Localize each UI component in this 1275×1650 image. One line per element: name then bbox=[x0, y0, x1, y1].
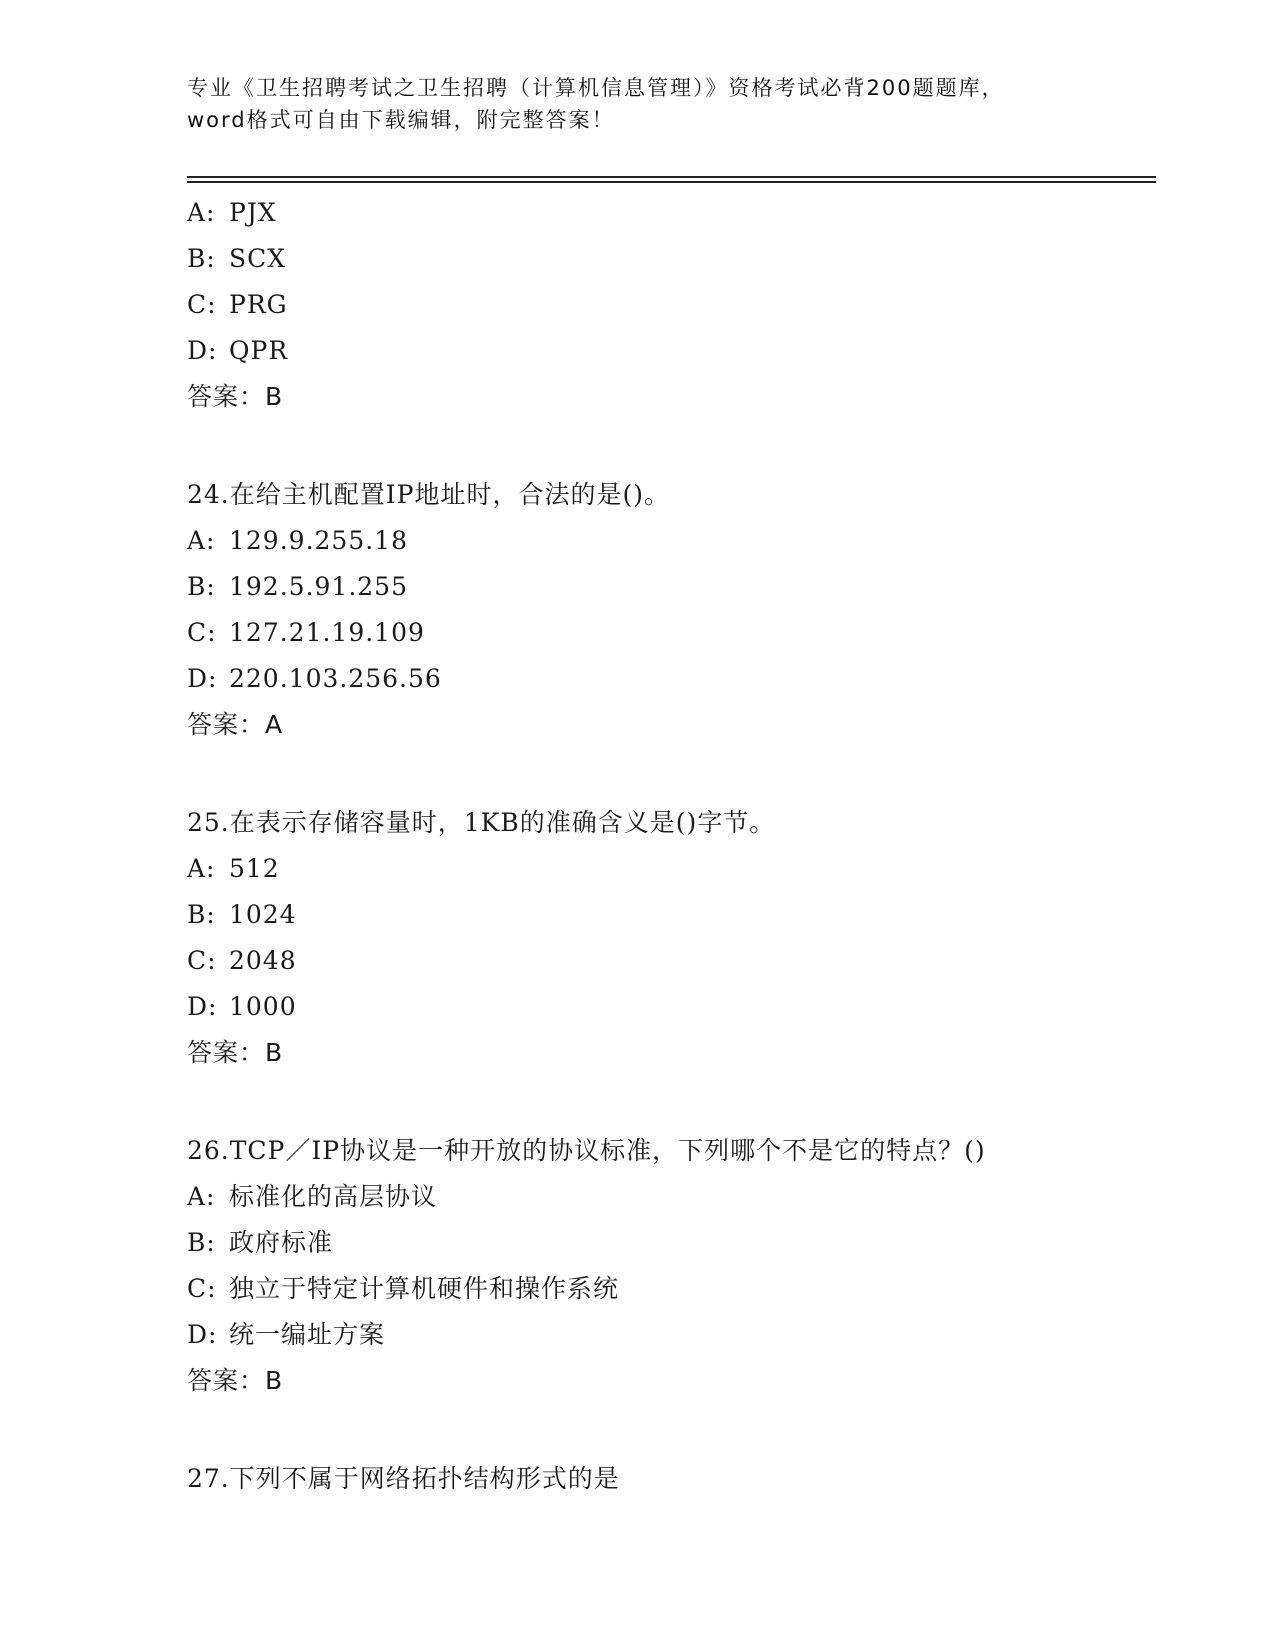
option-label: B: bbox=[187, 572, 216, 601]
option-text: PJX bbox=[229, 198, 277, 227]
answer-line: 答案：B bbox=[187, 1038, 284, 1067]
option-label: D: bbox=[187, 1320, 218, 1349]
option-label: A: bbox=[187, 198, 216, 227]
header-line-2: word格式可自由下载编辑，附完整答案！ bbox=[187, 108, 615, 132]
option-label: D: bbox=[187, 336, 218, 365]
option-b bbox=[187, 236, 1147, 282]
option-a bbox=[187, 518, 1147, 564]
option-text: 独立于特定计算机硬件和操作系统 bbox=[229, 1274, 620, 1303]
option-label: B: bbox=[187, 900, 216, 929]
answer-line: 答案：A bbox=[187, 710, 284, 739]
option-d bbox=[187, 656, 1147, 702]
header-divider-top bbox=[187, 176, 1156, 178]
question-list bbox=[187, 190, 1147, 1502]
option-text: 统一编址方案 bbox=[229, 1320, 386, 1349]
question-stem: 27.下列不属于网络拓扑结构形式的是 bbox=[187, 1464, 620, 1493]
option-label: D: bbox=[187, 992, 218, 1021]
option-a bbox=[187, 846, 1147, 892]
option-text: 192.5.91.255 bbox=[229, 572, 408, 601]
header-divider-bottom bbox=[187, 181, 1156, 183]
option-label: A: bbox=[187, 1182, 216, 1211]
question-stem: 25.在表示存储容量时，1KB的准确含义是()字节。 bbox=[187, 808, 776, 837]
question-26 bbox=[187, 1128, 1147, 1404]
question-25 bbox=[187, 800, 1147, 1076]
option-text: 127.21.19.109 bbox=[229, 618, 425, 647]
document-header bbox=[187, 72, 1087, 136]
answer-line: 答案：B bbox=[187, 1366, 284, 1395]
option-c bbox=[187, 282, 1147, 328]
option-label: C: bbox=[187, 946, 217, 975]
option-label: B: bbox=[187, 1228, 216, 1257]
option-text: SCX bbox=[229, 244, 287, 273]
option-a bbox=[187, 1174, 1147, 1220]
option-text: 1000 bbox=[229, 992, 297, 1021]
option-a bbox=[187, 190, 1147, 236]
option-b bbox=[187, 892, 1147, 938]
question-27 bbox=[187, 1456, 1147, 1502]
option-text: 1024 bbox=[229, 900, 297, 929]
option-d bbox=[187, 328, 1147, 374]
option-c bbox=[187, 1266, 1147, 1312]
option-d bbox=[187, 984, 1147, 1030]
option-text: 2048 bbox=[229, 946, 297, 975]
option-label: C: bbox=[187, 290, 217, 319]
option-text: 220.103.256.56 bbox=[229, 664, 442, 693]
answer-line: 答案：B bbox=[187, 382, 284, 411]
question-stem: 26.TCP／IP协议是一种开放的协议标准，下列哪个不是它的特点？() bbox=[187, 1136, 986, 1165]
option-text: 政府标准 bbox=[229, 1228, 334, 1257]
question-23 bbox=[187, 190, 1147, 420]
question-stem: 24.在给主机配置IP地址时，合法的是()。 bbox=[187, 480, 670, 509]
question-24 bbox=[187, 472, 1147, 748]
option-text: 标准化的高层协议 bbox=[229, 1182, 438, 1211]
option-label: D: bbox=[187, 664, 218, 693]
option-text: 512 bbox=[229, 854, 280, 883]
option-b bbox=[187, 564, 1147, 610]
header-line-1: 专业《卫生招聘考试之卫生招聘（计算机信息管理）》资格考试必背200题题库， bbox=[187, 76, 1005, 100]
option-text: QPR bbox=[229, 336, 289, 365]
option-text: 129.9.255.18 bbox=[229, 526, 408, 555]
option-label: C: bbox=[187, 618, 217, 647]
option-label: A: bbox=[187, 526, 216, 555]
option-d bbox=[187, 1312, 1147, 1358]
option-label: B: bbox=[187, 244, 216, 273]
option-c bbox=[187, 610, 1147, 656]
option-label: A: bbox=[187, 854, 216, 883]
option-b bbox=[187, 1220, 1147, 1266]
option-c bbox=[187, 938, 1147, 984]
option-text: PRG bbox=[229, 290, 288, 319]
option-label: C: bbox=[187, 1274, 217, 1303]
